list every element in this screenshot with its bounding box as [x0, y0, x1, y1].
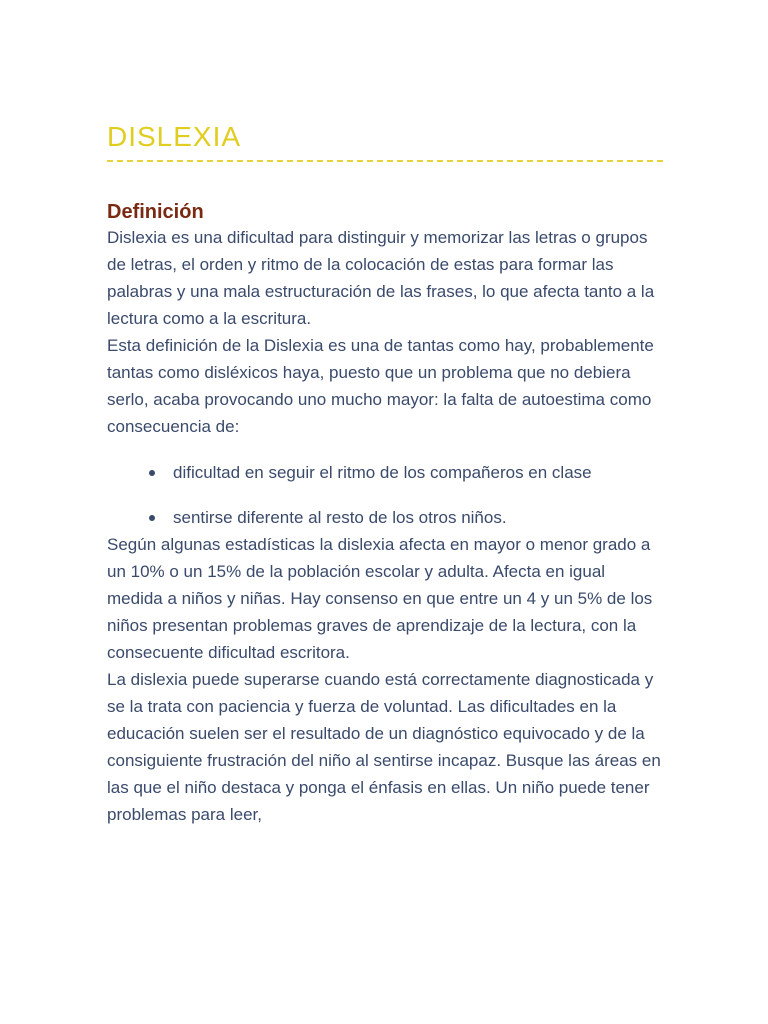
bullet-item: [147, 504, 663, 531]
bullet-item: [147, 459, 663, 486]
bullet-item-text: sentirse diferente al resto de los otros niños.: [173, 508, 507, 527]
bullet-dot-icon: [149, 515, 155, 521]
section-heading-definicion: Definición: [107, 201, 204, 223]
paragraph-4: La dislexia puede superarse cuando está correctamente diagnosticada y se la trata con paciencia y fuerza de voluntad. Las dificultades en la educación suelen ser el resultado de un diagnóstico equivocado y de la consiguiente frustración del niño al sentirse incapaz. Busque las áreas en las que el niño destaca y ponga el énfasis en ellas. Un niño puede tener problemas para leer,: [107, 670, 661, 824]
title-dashed-divider: [107, 160, 663, 162]
document-page: [107, 120, 663, 828]
paragraph-2: Esta definición de la Dislexia es una de tantas como hay, probablemente tantas como disléxicos haya, puesto que un problema que no debiera serlo, acaba provocando uno mucho mayor: la falta de autoestima como consecuencia de:: [107, 336, 654, 436]
paragraph-3: Según algunas estadísticas la dislexia afecta en mayor o menor grado a un 10% o un 15% de la población escolar y adulta. Afecta en igual medida a niños y niñas. Hay consenso en que entre un 4 y un 5% de los niños presentan problemas graves de aprendizaje de la lectura, con la consecuente dificultad escritora.: [107, 535, 653, 662]
document-title: DISLEXIA: [107, 121, 242, 152]
paragraph-1: Dislexia es una dificultad para distinguir y memorizar las letras o grupos de letras, el orden y ritmo de la colocación de estas para formar las palabras y una mala estructuración de las frases, lo que afecta tanto a la lectura como a la escritura.: [107, 228, 655, 328]
bullet-list: [107, 459, 663, 531]
bullet-item-text: dificultad en seguir el ritmo de los compañeros en clase: [173, 463, 592, 482]
bullet-dot-icon: [149, 470, 155, 476]
